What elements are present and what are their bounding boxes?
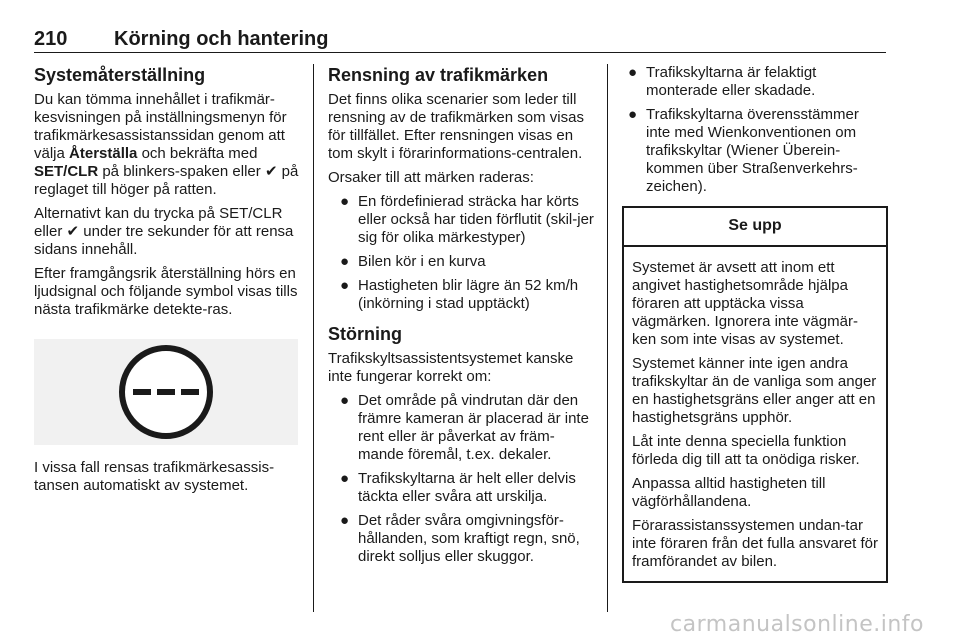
confirmation-paragraph: Efter framgångsrik återställning hörs en ljudsignal och följande symbol visas tills nästa trafikmärke detekte-ras. <box>34 265 298 318</box>
clearing-paragraph: Det finns olika scenarier som leder till rensning av de trafikmärken som visas för tillfället. Efter rensningen visas en tom skylt i förarinformations-centralen. <box>328 91 584 162</box>
list-item-text: Det område på vindrutan där den främre kameran är placerad är inte rent eller är påverkat av främ-mande föremål, t.ex. dekaler. <box>358 392 589 463</box>
list-item-text: Trafikskyltarna är felaktigt monterade eller skadade. <box>646 64 817 99</box>
watermark: carmanualsonline.info <box>670 612 924 637</box>
section-heading-malfunction: Störning <box>328 324 402 344</box>
list-item <box>622 64 886 100</box>
list-item-text: Hastigheten blir lägre än 52 km/h (inkörning i stad upptäckt) <box>358 277 579 312</box>
caution-paragraph: Systemet är avsett att inom ett angivet hastighetsområde hjälpa föraren att upptäcka vissa vägmärken. Ignorera inte vägmär-ken som inte visas av systemet. <box>632 259 858 348</box>
chapter-title: Körning och hantering <box>114 28 329 50</box>
caution-paragraph: Låt inte denna speciella funktion förleda dig till att ta onödiga risker. <box>632 433 860 468</box>
list-item <box>328 470 596 506</box>
figure-cleared-sign <box>34 339 298 445</box>
caution-paragraph: Förarassistanssystemen undan-tar inte föraren från det fulla ansvaret för framförandet av bilen. <box>632 517 878 570</box>
list-item-text: Det råder svåra omgivningsför-hållanden, som kraftigt regn, snö, direkt solljus eller skuggor. <box>358 512 580 565</box>
caution-paragraph: Systemet känner inte igen andra trafikskyltar än de vanliga som anger en hastighetsgräns eller anger att en hastighetsgräns upphör. <box>632 355 877 426</box>
section-heading-clearing: Rensning av trafikmärken <box>328 65 549 85</box>
text-run: och bekräfta med <box>137 145 258 162</box>
caution-body <box>624 247 886 581</box>
list-item <box>622 106 886 196</box>
checkmark-icon: ✔ <box>264 163 278 180</box>
column-divider-2 <box>607 64 608 612</box>
caution-paragraph: Anpassa alltid hastigheten till vägförhållandena. <box>632 475 826 510</box>
malfunction-list <box>328 392 596 566</box>
list-item-text: Bilen kör i en kurva <box>358 253 486 270</box>
bullet-icon: ● <box>340 392 350 409</box>
button-term-set-clr: SET/CLR <box>34 163 99 180</box>
bullet-icon: ● <box>340 512 350 529</box>
text-run: under tre sekunder för att rensa sidans innehåll. <box>34 223 294 258</box>
column-left <box>34 64 300 501</box>
text-run: på reglaget till höger på ratten. <box>34 163 299 198</box>
list-item-text: Trafikskyltarna är helt eller delvis täckta eller svåra att urskilja. <box>358 470 576 505</box>
text-run: Alternativt kan du trycka på SET/CLR eller <box>34 205 283 240</box>
page-header <box>34 28 886 53</box>
bullet-icon: ● <box>628 64 638 81</box>
column-divider-1 <box>313 64 314 612</box>
menu-term-aterstalla: Återställa <box>69 145 138 162</box>
list-item <box>328 277 596 313</box>
bullet-icon: ● <box>340 253 350 270</box>
checkmark-icon: ✔ <box>66 223 80 240</box>
column-right <box>622 64 886 583</box>
text-run: på blinkers-spaken eller <box>98 163 265 180</box>
bullet-icon: ● <box>340 193 350 210</box>
bullet-icon: ● <box>340 470 350 487</box>
list-item-text: Trafikskyltarna överensstämmer inte med Wienkonventionen om trafikskyltar (Wiener Überein-kommen über Straßenverkehrs-zeichen). <box>646 106 859 195</box>
list-item-text: En fördefinierad sträcka har körts eller också har tiden förflutit (skil-jer sig för olika märkestyper) <box>358 193 594 246</box>
bullet-icon: ● <box>340 277 350 294</box>
list-item <box>328 512 596 566</box>
sign-cleared-icon <box>116 342 216 442</box>
reasons-intro: Orsaker till att märken raderas: <box>328 169 534 186</box>
column-middle <box>328 64 596 572</box>
reset-paragraph <box>34 91 300 199</box>
auto-clear-paragraph: I vissa fall rensas trafikmärkesassis-tansen automatiskt av systemet. <box>34 459 275 494</box>
alternative-paragraph <box>34 205 300 259</box>
list-item <box>328 392 596 464</box>
reasons-list <box>328 193 596 313</box>
list-item <box>328 193 596 247</box>
list-item <box>328 253 596 271</box>
malfunction-intro: Trafikskyltsassistentsystemet kanske inte fungerar korrekt om: <box>328 350 574 385</box>
text-run: Du kan tömma innehållet i trafikmär-kesvisningen på inställningsmenyn för trafikmärkesassistanssidan genom att välja <box>34 91 287 162</box>
page-number: 210 <box>34 28 68 50</box>
caution-title: Se upp <box>624 208 886 247</box>
caution-box <box>622 206 888 583</box>
section-heading-system-reset: Systemåterställning <box>34 65 206 85</box>
bullet-icon: ● <box>628 106 638 123</box>
malfunction-list-continued <box>622 64 886 196</box>
